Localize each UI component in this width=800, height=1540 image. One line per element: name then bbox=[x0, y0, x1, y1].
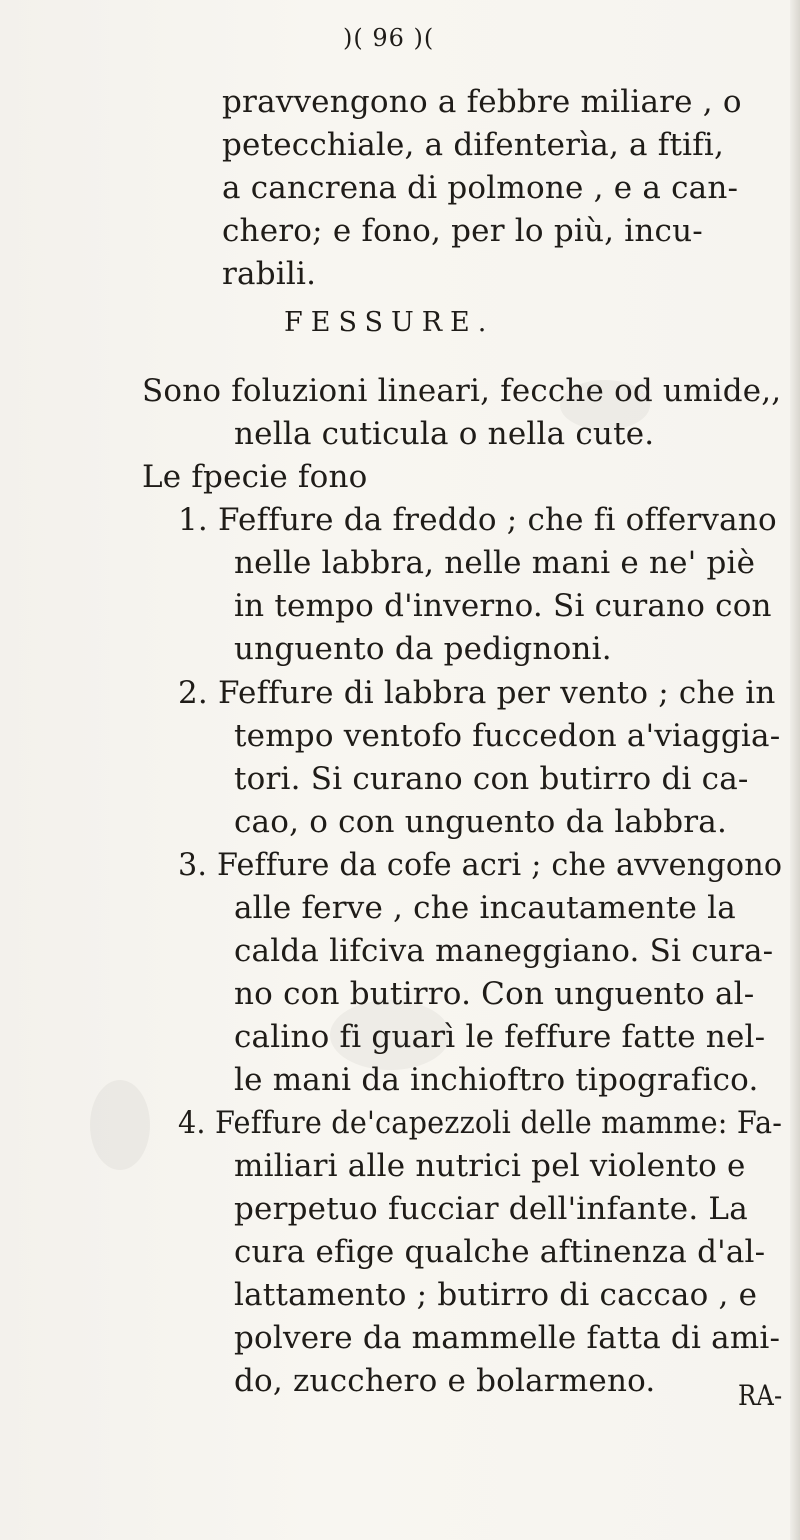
text-line: petecchiale, a difenterìa, a ftifi, bbox=[222, 127, 725, 163]
text-line: cao, o con unguento da labbra. bbox=[234, 804, 728, 840]
text-line: 2. Feffure di labbra per vento ; che in bbox=[178, 675, 776, 711]
text-line: chero; e fono, per lo più, incu- bbox=[222, 213, 703, 249]
text-line: no con butirro. Con unguento al- bbox=[234, 976, 755, 1012]
text-line: nella cuticula o nella cute. bbox=[234, 416, 655, 452]
text-line: cura efige qualche aftinenza d'al- bbox=[234, 1234, 766, 1270]
text-line: le mani da inchioftro tipografico. bbox=[234, 1062, 759, 1098]
text-line: lattamento ; butirro di caccao , e bbox=[234, 1277, 758, 1313]
text-line: a cancrena di polmone , e a can- bbox=[222, 170, 739, 206]
text-line: 1. Feffure da freddo ; che fi offervano bbox=[178, 502, 777, 538]
text-line: Le fpecie fono bbox=[142, 459, 368, 495]
text-line: pravvengono a febbre miliare , o bbox=[222, 84, 742, 120]
text-line: do, zucchero e bolarmeno. bbox=[234, 1363, 656, 1399]
paper-stain bbox=[90, 1080, 150, 1170]
text-line: tori. Si curano con butirro di ca- bbox=[234, 761, 749, 797]
text-line: tempo ventofo fuccedon a'viaggia- bbox=[234, 718, 781, 754]
catchword: RA- bbox=[738, 1379, 783, 1412]
text-line: polvere da mammelle fatta di ami- bbox=[234, 1320, 781, 1356]
text-line: nelle labbra, nelle mani e ne' piè bbox=[234, 545, 756, 581]
page-edge-shadow bbox=[790, 0, 800, 1540]
text-line: Sono foluzioni lineari, fecche od umide,, bbox=[142, 373, 782, 409]
text-line: unguento da pedignoni. bbox=[234, 631, 612, 667]
text-line: miliari alle nutrici pel violento e bbox=[234, 1148, 746, 1184]
page-number-header: )( 96 )( bbox=[343, 24, 435, 52]
text-line: alle ferve , che incautamente la bbox=[234, 890, 736, 926]
text-line: in tempo d'inverno. Si curano con bbox=[234, 588, 772, 624]
text-line: 3. Feffure da cofe acri ; che avvengono bbox=[178, 847, 783, 883]
section-title: FESSURE. bbox=[284, 307, 495, 338]
text-line: calino fi guarì le feffure fatte nel- bbox=[234, 1019, 766, 1055]
text-line: rabili. bbox=[222, 256, 317, 292]
text-line: calda lifciva maneggiano. Si cura- bbox=[234, 933, 774, 969]
text-line: 4. Feffure de'capezzoli delle mamme: Fa- bbox=[178, 1105, 783, 1141]
text-line: perpetuo fucciar dell'infante. La bbox=[234, 1191, 748, 1227]
